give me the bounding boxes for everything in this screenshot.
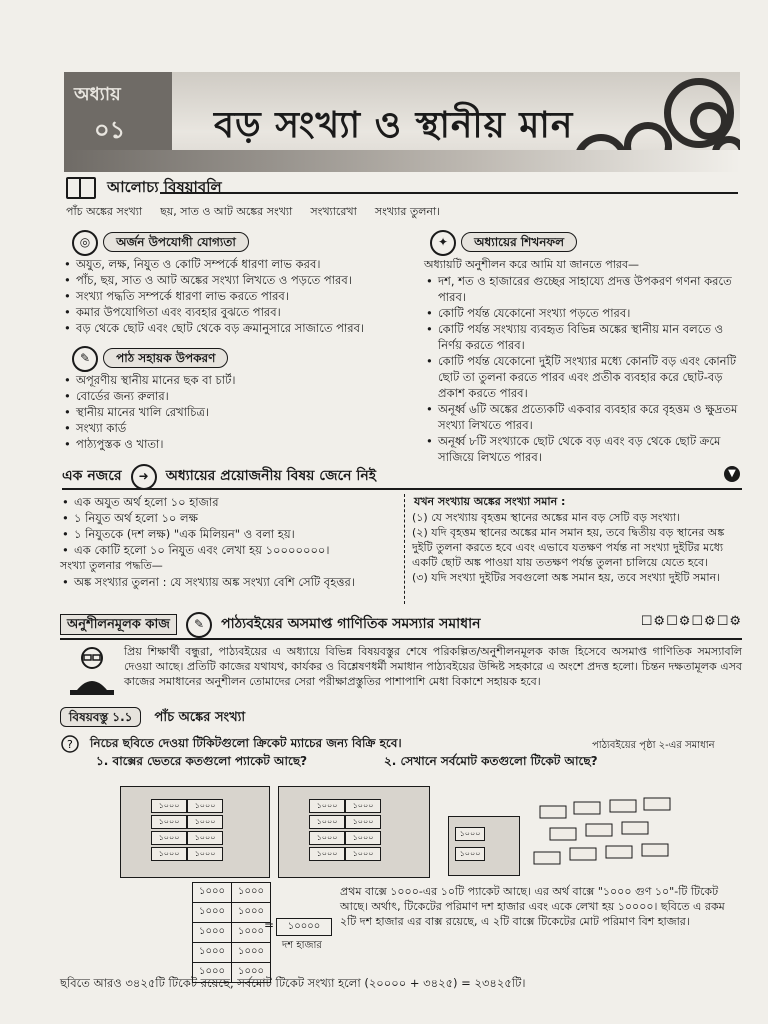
competency-list [62,256,412,336]
glance-left-list [60,494,400,558]
chevron-down-icon: ▼ [724,466,740,482]
table-cell: ১০০০ [193,903,232,923]
explanation: প্রথম বাক্সে ১০০০-এর ১০টি প্যাকেট আছে। এর অর্থ বাক্সে "১০০০ গুণ ১০"-টি টিকেট আছে। অর্থাৎ, টিকেটের পরিমাণ দশ হাজার এবং একে লেখা হয় ১০০০০। ছবিতে এ রকম ২টি দশ হাজার এর বাক্স রয়েছে, এ ২টি বাক্সে টিকেটের মোট পরিমাণ বিশ হাজার। [340,885,725,928]
packet-cell: ১০০০ [151,847,187,861]
glance-heading-right: অধ্যায়ের প্রয়োজনীয় বিষয় জেনে নিই [165,468,376,484]
materials-heading: পাঠ সহায়ক উপকরণ [103,348,228,368]
list-item: • অনূর্ধ্ব ৬টি অঙ্কের প্রত্যেকটি একবার ব্যবহার করে বৃহত্তম ও ক্ষুদ্রতম সংখ্যা লিখতে পারব। [424,401,742,433]
materials-list [62,372,402,452]
list-item: • এক অযুত অর্থ হলো ১০ হাজার [60,494,400,510]
list-item: (৩) যদি সংখ্যা দুইটির সবগুলো অঙ্ক সমান হয়, তবে সংখ্যা দুইটি সমান। [412,571,721,584]
topic-item: সংখ্যার তুলনা। [374,205,441,218]
chapter-label: অধ্যায় [74,84,121,105]
list-item: • অঙ্ক সংখ্যার তুলনা : যে সংখ্যায় অঙ্ক সংখ্যা বেশি সেটি বৃহত্তর। [60,574,360,590]
svg-text:?: ? [67,738,73,751]
list-item: • দশ, শত ও হাজারের গুচ্ছের সাহায্যে প্রদত্ত উপকরণ গণনা করতে পারব। [424,273,742,305]
divider [60,638,742,640]
packet-cell: ১০০০ [309,815,345,829]
crates-illustration [120,776,680,876]
right-heading: যখন সংখ্যায় অঙ্কের সংখ্যা সমান : [414,495,566,508]
list-item: • কোটি পর্যন্ত সংখ্যায় ব্যবহৃত বিভিন্ন অঙ্কের স্থানীয় মান বলতে ও নির্ণয় করতে পারব। [424,321,742,353]
equals-sign: = [264,918,275,932]
packet-cell: ১০০০ [345,847,381,861]
divider [160,192,738,194]
list-item: • স্থানীয় মানের খালি রেখাচিত্র। [62,404,402,420]
arrow-circle-icon: ➜ [131,464,157,490]
divider [62,488,742,490]
glance-right-list [412,510,742,585]
topic-intro: নিচের ছবিতে দেওয়া টিকিটগুলো ক্রিকেট ম্যাচের জন্য বিক্রি হবে। [90,736,402,750]
pencil-icon: ✎ [186,612,212,638]
practice-paragraph: প্রিয় শিক্ষার্থী বন্ধুরা, পাঠ্যবইয়ের এ অধ্যায়ে বিভিন্ন বিষয়বস্তুর শেষে পরিকল্পিত/অনুশীলনমূলক কাজ হিসেবে অসমাপ্ত গাণিতিক সমস্যাবলি দেওয়া আছে। প্রতিটি কাজের যথাযথ, কার্যকর ও বিশ্লেষণধর্মী সমাধান পাঠ্যবইয়ের উদ্দিষ্ট সহকারে এ অংশে প্রদত্ত হলো। চিন্তন দক্ষতামূলক এসব কাজের সমাধানের অনুশীলন তোমাদের সেরা পরীক্ষাপ্রস্তুতির পাশাপাশি মেধা বিকাশে সহায়ক হবে। [124,645,742,688]
list-item: • অযুত, লক্ষ, নিযুত ও কোটি সম্পর্কে ধারণা লাভ করব। [62,256,412,272]
chapter-banner [64,72,740,172]
packet-cell: ১০০০ [187,799,223,813]
list-item: • সংখ্যা পদ্ধতি সম্পর্কে ধারণা লাভ করতে পারব। [62,288,412,304]
chapter-number: ০১ [94,116,126,144]
list-item: (১) যে সংখ্যায় বৃহত্তম স্থানের অঙ্কের মান বড় সেটি বড় সংখ্যা। [412,511,681,524]
list-item: • কমার উপযোগিতা এবং ব্যবহার বুঝতে পারব। [62,304,412,320]
list-item: • এক কোটি হলো ১০ নিযুত এবং লেখা হয় ১০০০০০০০। [60,542,400,558]
packet-cell: ১০০০ [151,799,187,813]
outcomes-heading: অধ্যায়ের শিখনফল [461,232,577,252]
topics-section [66,176,222,201]
packet-table [192,882,271,983]
teacher-icon [66,644,118,696]
ten-thousand-box: ১০০০০ [276,918,332,936]
packet-cell: ১০০০ [187,847,223,861]
packet-cell: ১০০০ [345,799,381,813]
packet-cell: ১০০০ [455,847,485,861]
compare-list [60,574,360,590]
chapter-badge [64,72,172,150]
glance-heading-left: এক নজরে [62,468,122,484]
banner-swoosh [64,150,740,172]
table-cell: ১০০০ [232,883,271,903]
list-item: • সংখ্যা কার্ড [62,420,402,436]
column-divider [404,494,405,604]
table-cell: ১০০০ [232,903,271,923]
packet-cell: ১০০০ [187,831,223,845]
topic-item: পাঁচ অঙ্কের সংখ্যা [66,205,143,218]
list-item: • ১ নিযুত অর্থ হলো ১০ লক্ষ [60,510,400,526]
conclusion: ছবিতে আরও ৩৪২৫টি টিকেট রয়েছে, সর্বমোট টিকেট সংখ্যা হলো (২০০০০ + ৩৪২৫) = ২৩৪২৫টি। [60,976,526,990]
question-icon [60,734,86,760]
packet-stack [448,816,520,876]
table-cell: ১০০০ [193,883,232,903]
list-item: • বোর্ডের জন্য রুলার। [62,388,402,404]
topic-item: ছয়, সাত ও আট অঙ্কের সংখ্যা [160,205,293,218]
list-item: • ১ নিযুতকে (দশ লক্ষ) "এক মিলিয়ন" ও বলা হয়। [60,526,400,542]
packet-cell: ১০০০ [309,799,345,813]
decor-ring [690,102,728,140]
topics-list [66,204,738,219]
target-icon: ◎ [72,230,98,256]
compare-heading: সংখ্যা তুলনার পদ্ধতি— [60,559,163,572]
materials-header [72,346,228,372]
list-item: • পাঁচ, ছয়, সাত ও আট অঙ্কের সংখ্যা লিখতে ও পড়তে পারব। [62,272,412,288]
table-cell: ১০০০ [193,943,232,963]
packet-cell: ১০০০ [309,847,345,861]
list-item: • অপূরণীয় স্থানীয় মানের ছক বা চার্ট। [62,372,402,388]
packet-cell: ১০০০ [309,831,345,845]
list-item: • অনূর্ধ্ব ৮টি সংখ্যাকে ছোট থেকে বড় এবং বড় থেকে ছোট ক্রমে সাজিয়ে লিখতে পারব। [424,433,742,465]
ten-thousand-label: দশ হাজার [282,940,322,951]
topics-heading: আলোচ্য বিষয়াবলি [107,178,222,196]
table-cell: ১০০০ [193,963,232,983]
table-cell: ১০০০ [193,923,232,943]
loose-tickets [530,796,680,874]
crate-2 [278,786,430,878]
packet-cell: ১০০০ [151,815,187,829]
practice-title: পাঠ্যবইয়ের অসমাপ্ত গাণিতিক সমস্যার সমাধান [221,616,481,632]
packet-cell: ১০০০ [455,827,485,841]
question-2: ২. সেখানে সর্বমোট কতগুলো টিকেট আছে? [384,754,598,768]
page-reference: পাঠ্যবইয়ের পৃষ্ঠা ২-এর সমাধান [592,740,715,751]
topic-tag: বিষয়বস্তু ১.১ [60,707,141,727]
book-icon [66,177,96,199]
competency-heading: অর্জন উপযোগী যোগ্যতা [103,232,249,252]
packet-cell: ১০০০ [345,831,381,845]
topic-header [60,706,245,729]
practice-label: অনুশীলনমূলক কাজ [60,614,177,635]
glance-header [62,464,742,488]
question-1: ১. বাক্সের ভেতরে কতগুলো প্যাকেট আছে? [96,754,308,768]
table-cell: ১০০০ [232,943,271,963]
table-cell: ১০০০ [232,963,271,983]
exam-icons: ☐⚙☐⚙☐⚙☐⚙ [640,614,742,629]
outcomes-header [430,230,577,256]
topic-title: পাঁচ অঙ্কের সংখ্যা [154,710,246,725]
outcomes-intro: অধ্যায়টি অনুশীলন করে আমি যা জানতে পারব— [424,258,640,271]
tools-icon: ✎ [72,346,98,372]
crate-1 [120,786,270,878]
table-cell: ১০০০ [232,923,271,943]
list-item: • পাঠ্যপুস্তক ও খাতা। [62,436,402,452]
list-item: (২) যদি বৃহত্তম স্থানের অঙ্কের মান সমান হয়, তবে দ্বিতীয় বড় স্থানের অঙ্ক দুইটি তুলনা করতে হবে এবং এভাবে যতক্ষণ পর্যন্ত না সংখ্যা দুইটির মধ্যে একটি ছোট অঙ্ক পাওয়া যায় ততক্ষণ পর্যন্ত তুলনা চালিয়ে যেতে হবে। [412,526,725,569]
topic-item: সংখ্যারেখা [310,205,357,218]
list-item: • বড় থেকে ছোট এবং ছোট থেকে বড় ক্রমানুসারে সাজাতে পারব। [62,320,412,336]
list-item: • কোটি পর্যন্ত যেকোনো সংখ্যা পড়তে পারব। [424,305,742,321]
list-item: • কোটি পর্যন্ত যেকোনো দুইটি সংখ্যার মধ্যে কোনটি বড় এবং কোনটি ছোট তা তুলনা করতে পারব এবং প্রতীক ব্যবহার করে ছোট-বড় প্রকাশ করতে পারব। [424,353,742,401]
book-open-icon: ✦ [430,230,456,256]
packet-cell: ১০০০ [151,831,187,845]
competency-header [72,230,249,256]
practice-header [60,612,742,640]
page-title: বড় সংখ্যা ও স্থানীয় মান [214,105,574,146]
packet-cell: ১০০০ [345,815,381,829]
outcomes-list [424,273,742,465]
packet-cell: ১০০০ [187,815,223,829]
